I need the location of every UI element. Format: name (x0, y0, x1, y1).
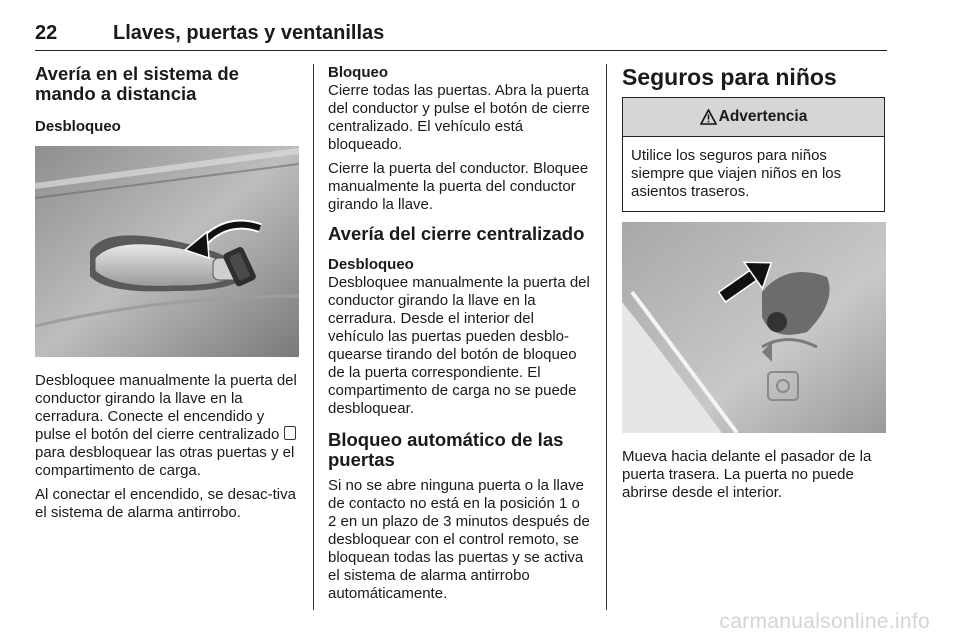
warning-title: Advertencia (718, 108, 808, 125)
heading-central-lock-failure: Avería del cierre centralizado (328, 223, 585, 244)
door-handle-image (35, 146, 299, 357)
warning-header (623, 98, 884, 137)
paragraph-lock-2: Cierre la puerta del conductor. Bloquee manualmente la puerta del conductor girando la llave. (328, 160, 589, 213)
heading-child-locks: Seguros para niños (622, 64, 837, 90)
column-2 (328, 64, 592, 603)
heading-auto-lock: Bloqueo automático de las puertas (328, 429, 564, 470)
warning-box (622, 97, 885, 212)
paragraph-auto-lock: Si no se abre ninguna puerta o la llave de contacto no está en la posición 1 o 2 en un plazo de 3 minutos después de desbloquear con el control remoto, se bloquean todas las puertas y se activa el sistema de alarma antirrobo automáticamente. (328, 477, 590, 602)
column-1 (35, 64, 299, 522)
child-lock-image (622, 222, 886, 433)
paragraph-manual-unlock: Desbloquee manualmente la puerta del conductor girando la llave en la cerradura. Conecte el encendido y pulse el botón del cierre centralizado para desbloquear las otras puertas y el compartimento de carga. (35, 372, 297, 479)
central-lock-button-icon (284, 426, 296, 440)
paragraph-alarm-off: Al conectar el encendido, se desac-tiva el sistema de alarma antirrobo. (35, 486, 296, 521)
column-3 (622, 64, 886, 502)
section-title: Llaves, puertas y ventanillas (113, 22, 385, 44)
page-number: 22 (35, 22, 58, 44)
page-header (35, 20, 887, 51)
paragraph-unlock-failure: Desbloquee manualmente la puerta del conductor girando la llave en la cerradura. Desde el interior del vehículo las puertas pueden desblo-quearse tirando del botón de bloqueo de la puerta correspondiente. El compartimento de carga no se puede desbloquear. (328, 274, 590, 417)
subheading-unlock: Desbloqueo (35, 118, 121, 135)
column-divider (313, 64, 314, 610)
subheading-lock: Bloqueo (328, 64, 388, 81)
warning-text: Utilice los seguros para niños siempre que viajen niños en los asientos traseros. (631, 147, 842, 200)
paragraph-lock-1: Cierre todas las puertas. Abra la puerta del conductor y pulse el botón de cierre centralizado. El vehículo está bloqueado. (328, 82, 590, 153)
warning-icon (700, 109, 717, 125)
paragraph-child-lock: Mueva hacia delante el pasador de la puerta trasera. La puerta no puede abrirse desde el interior. (622, 448, 872, 501)
column-divider (606, 64, 607, 610)
heading-remote-failure: Avería en el sistema de mando a distancia (35, 63, 239, 104)
watermark: carmanualsonline.info (719, 610, 930, 633)
subheading-unlock-2: Desbloqueo (328, 256, 414, 273)
